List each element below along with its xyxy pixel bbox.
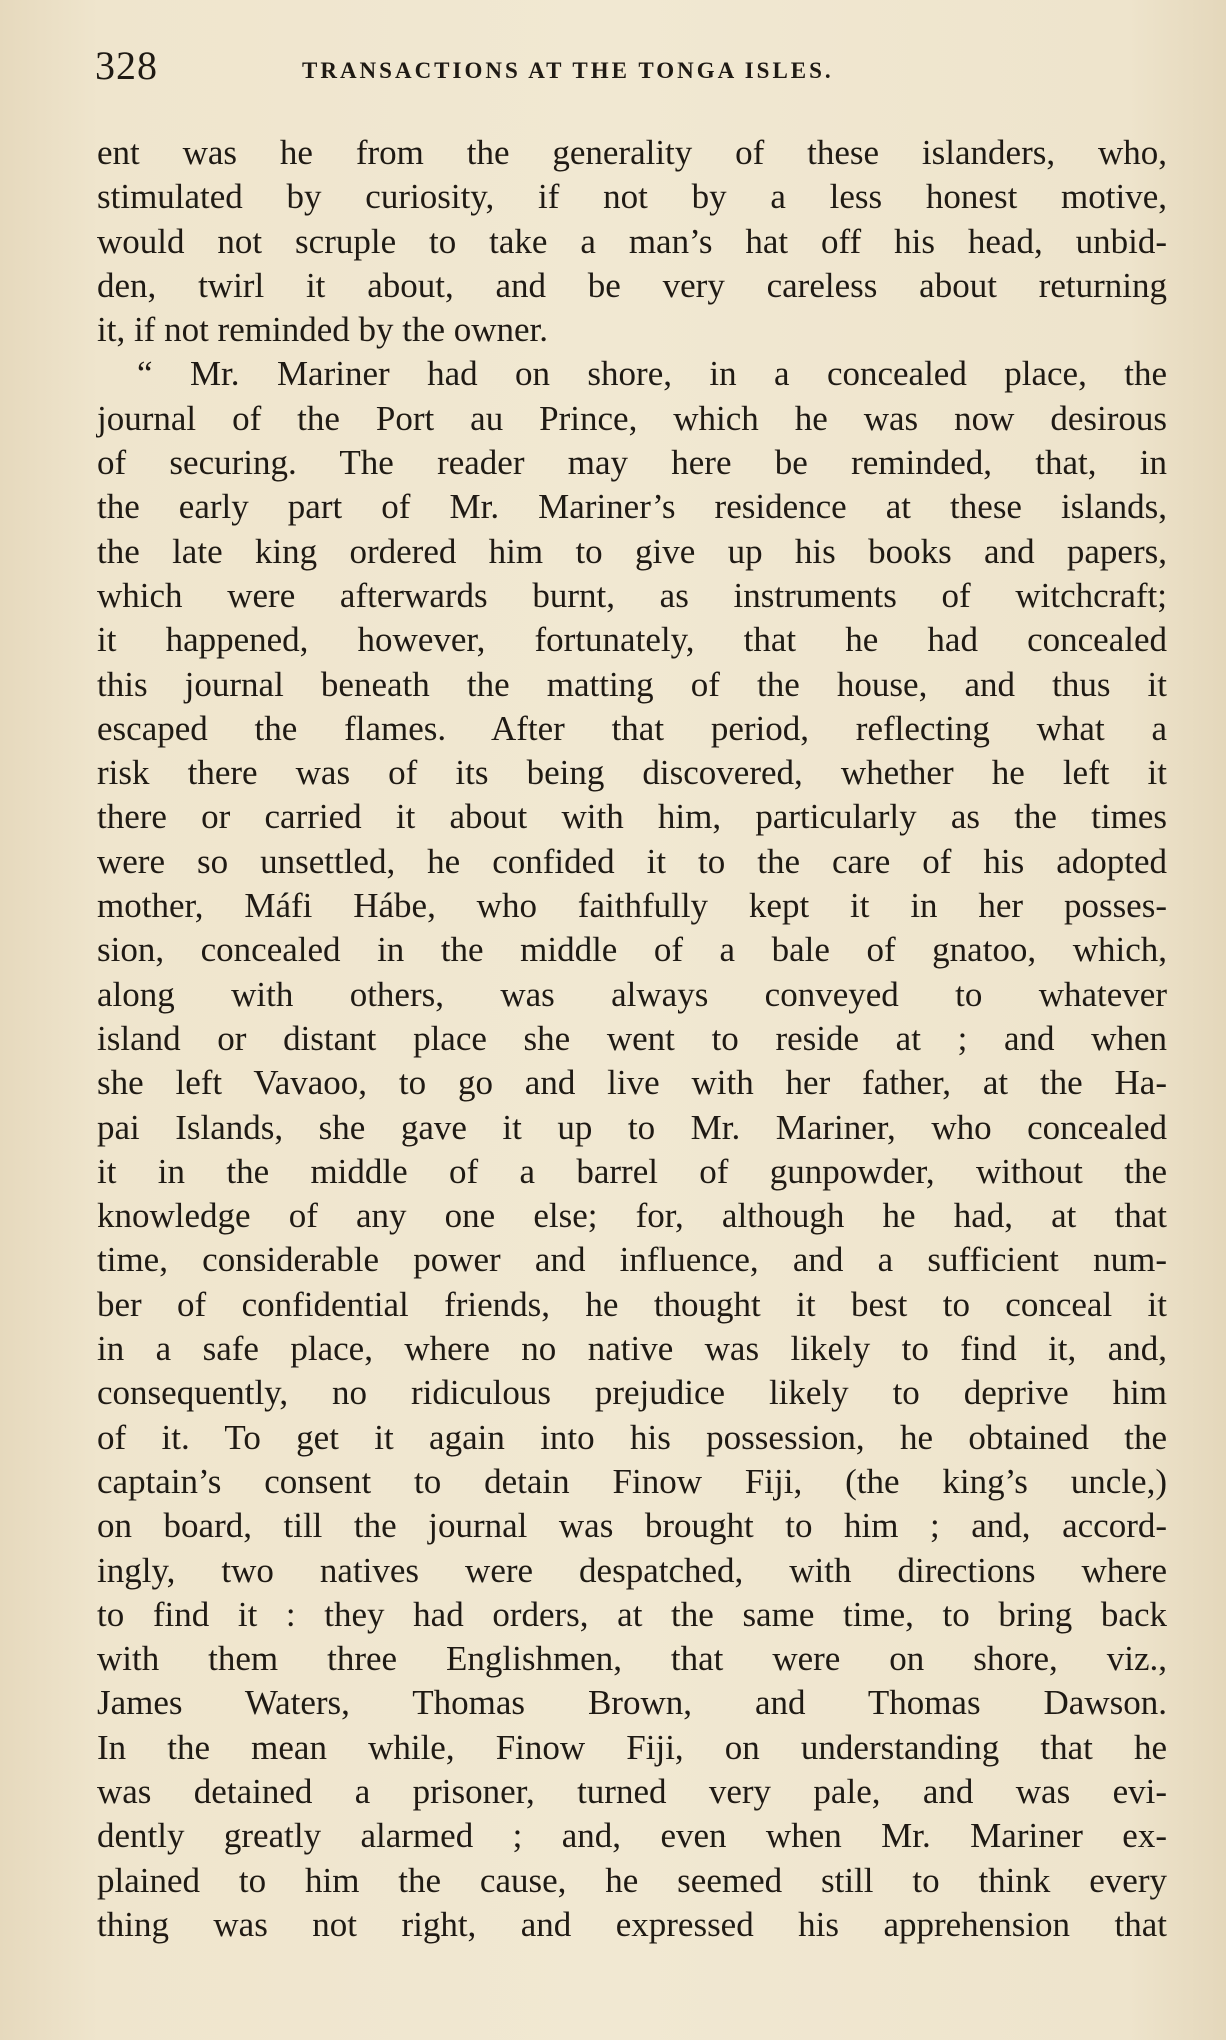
text-line: there or carried it about with him, particularly as the times (97, 797, 1167, 837)
text-line: on board, till the journal was brought to him ; and, accord- (97, 1506, 1167, 1546)
text-line: captain’s consent to detain Finow Fiji, (the king’s uncle,) (97, 1461, 1167, 1501)
text-line: pai Islands, she gave it up to Mr. Mariner, who concealed (97, 1107, 1167, 1147)
text-line: stimulated by curiosity, if not by a less honest motive, (97, 177, 1167, 217)
text-line: ingly, two natives were despatched, with directions where (97, 1550, 1167, 1590)
text-line: she left Vavaoo, to go and live with her father, at the Ha- (97, 1063, 1167, 1103)
text-line: ber of confidential friends, he thought it best to conceal it (97, 1284, 1167, 1324)
text-line: the late king ordered him to give up his books and papers, (97, 531, 1167, 571)
text-line: in a safe place, where no native was likely to find it, and, (97, 1329, 1167, 1369)
text-line: of it. To get it again into his possession, he obtained the (97, 1417, 1167, 1457)
text-line: dently greatly alarmed ; and, even when Mr. Mariner ex- (97, 1816, 1167, 1856)
text-line: would not scruple to take a man’s hat off his head, unbid- (97, 221, 1167, 261)
text-line: risk there was of its being discovered, whether he left it (97, 753, 1167, 793)
text-line: with them three Englishmen, that were on shore, viz., (97, 1639, 1167, 1679)
text-line: journal of the Port au Prince, which he was now desirous (97, 398, 1167, 438)
text-line: plained to him the cause, he seemed still to think every (97, 1860, 1167, 1900)
text-line: James Waters, Thomas Brown, and Thomas Dawson. (97, 1683, 1167, 1723)
text-line: escaped the flames. After that period, reflecting what a (97, 708, 1167, 748)
text-line: sion, concealed in the middle of a bale of gnatoo, which, (97, 930, 1167, 970)
text-line: mother, Máfi Hábe, who faithfully kept it in her posses- (97, 886, 1167, 926)
text-line: it in the middle of a barrel of gunpowder, without the (97, 1151, 1167, 1191)
text-line: of securing. The reader may here be reminded, that, in (97, 443, 1167, 483)
text-line: ent was he from the generality of these islanders, who, (97, 133, 1167, 172)
text-line: knowledge of any one else; for, although he had, at that (97, 1196, 1167, 1236)
text-line: consequently, no ridiculous prejudice likely to deprive him (97, 1373, 1167, 1413)
text-line: In the mean while, Finow Fiji, on understanding that he (97, 1727, 1167, 1767)
text-line: the early part of Mr. Mariner’s residence at these islands, (97, 487, 1167, 527)
text-line: time, considerable power and influence, and a sufficient num- (97, 1240, 1167, 1280)
text-line: were so unsettled, he confided it to the care of his adopted (97, 841, 1167, 881)
text-line: den, twirl it about, and be very careless about returning (97, 265, 1167, 305)
text-line: to find it : they had orders, at the same time, to bring back (97, 1594, 1167, 1634)
text-line: was detained a prisoner, turned very pale, and was evi- (97, 1771, 1167, 1811)
body-text (97, 131, 1167, 1947)
running-head: TRANSACTIONS AT THE TONGA ISLES. (302, 58, 834, 83)
text-line: it happened, however, fortunately, that he had concealed (97, 620, 1167, 660)
text-line: it, if not reminded by the owner. (97, 310, 549, 350)
text-line: which were afterwards burnt, as instruments of witchcraft; (97, 575, 1167, 615)
text-line: along with others, was always conveyed to whatever (97, 974, 1167, 1014)
page-number: 328 (95, 43, 158, 88)
text-line: “ Mr. Mariner had on shore, in a concealed place, the (137, 354, 1167, 394)
text-line: this journal beneath the matting of the house, and thus it (97, 664, 1167, 704)
text-line: thing was not right, and expressed his apprehension that (97, 1904, 1167, 1944)
text-line: island or distant place she went to reside at ; and when (97, 1018, 1167, 1058)
page-header (95, 42, 1165, 94)
